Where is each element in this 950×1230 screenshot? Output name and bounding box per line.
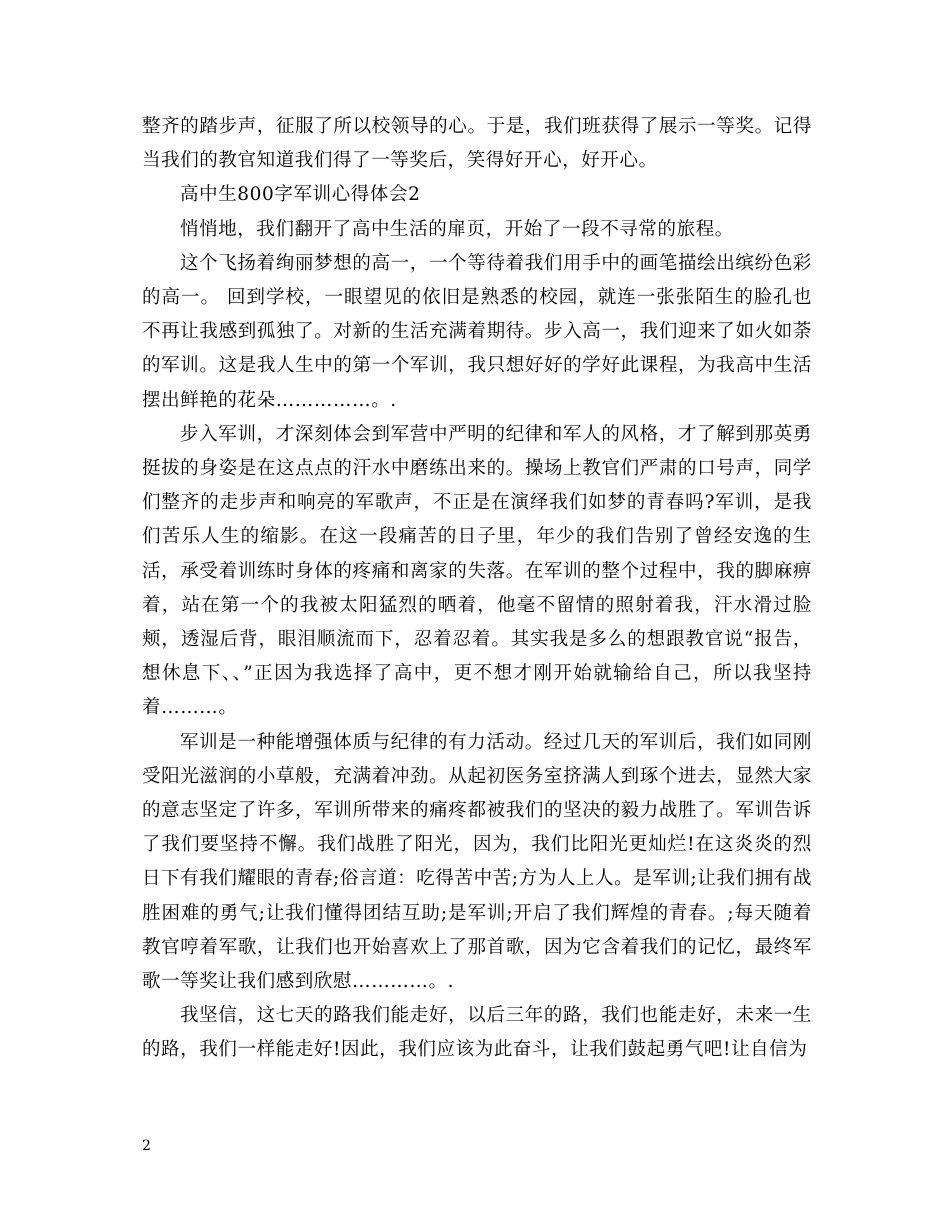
- section-heading: 高中生800字军训心得体会2: [180, 184, 421, 206]
- paragraph-2: 悄悄地，我们翻开了高中生活的扉页，开始了一段不寻常的旅程。: [180, 218, 734, 240]
- body-text: [142, 110, 812, 1068]
- paragraph-6: 我坚信，这七天的路我们能走好，以后三年的路，我们也能走好，未来一生的路，我们一样能走好!因此，我们应该为此奋斗，让我们鼓起勇气吧!让自信为: [142, 1005, 812, 1061]
- page-number: 2: [142, 1138, 151, 1154]
- paragraph-4: 步入军训，才深刻体会到军营中严明的纪律和军人的风格，才了解到那英勇挺拔的身姿是在这点点的汗水中磨练出来的。操场上教官们严肃的口号声，同学们整齐的走步声和响亮的军歌声，不正是在演绎我们如梦的青春吗?军训，是我们苦乐人生的缩影。在这一段痛苦的日子里，年少的我们告别了曾经安逸的生活，承受着训练时身体的疼痛和离家的失落。在军训的整个过程中，我的脚麻痹着，站在第一个的我被太阳猛烈的晒着，他毫不留情的照射着我，汗水滑过脸颊，透湿后背，眼泪顺流而下，忍着忍着。其实我是多么的想跟教官说“报告，想休息下、、”正因为我选择了高中，更不想才刚开始就输给自己，所以我坚持着………。: [142, 423, 812, 719]
- paragraph-5: 军训是一种能增强体质与纪律的有力活动。经过几天的军训后，我们如同刚受阳光滋润的小草般，充满着冲劲。从起初医务室挤满人到琢个进去，显然大家的意志坚定了许多，军训所带来的痛疼都被我们的坚决的毅力战胜了。军训告诉了我们要坚持不懈。我们战胜了阳光，因为，我们比阳光更灿烂!在这炎炎的烈日下有我们耀眼的青春;俗言道：吃得苦中苦;方为人上人。是军训;让我们拥有战胜困难的勇气;让我们懂得团结互助;是军训;开启了我们辉煌的青春。;每天随着教官哼着军歌，让我们也开始喜欢上了那首歌，因为它含着我们的记忆，最终军歌一等奖让我们感到欣慰…………。.: [142, 731, 812, 993]
- paragraph-3: 这个飞扬着绚丽梦想的高一，一个等待着我们用手中的画笔描绘出缤纷色彩的高一。 回到学校，一眼望见的依旧是熟悉的校园，就连一张张陌生的脸孔也不再让我感到孤独了。对新的生活充满着期待。步入高一，我们迎来了如火如荼的军训。这是我人生中的第一个军训，我只想好好的学好此课程，为我高中生活摆出鲜艳的花朵……………。.: [142, 252, 812, 411]
- paragraph-1: 整齐的踏步声，征服了所以校领导的心。于是，我们班获得了展示一等奖。记得当我们的教官知道我们得了一等奖后，笑得好开心，好开心。: [142, 116, 812, 172]
